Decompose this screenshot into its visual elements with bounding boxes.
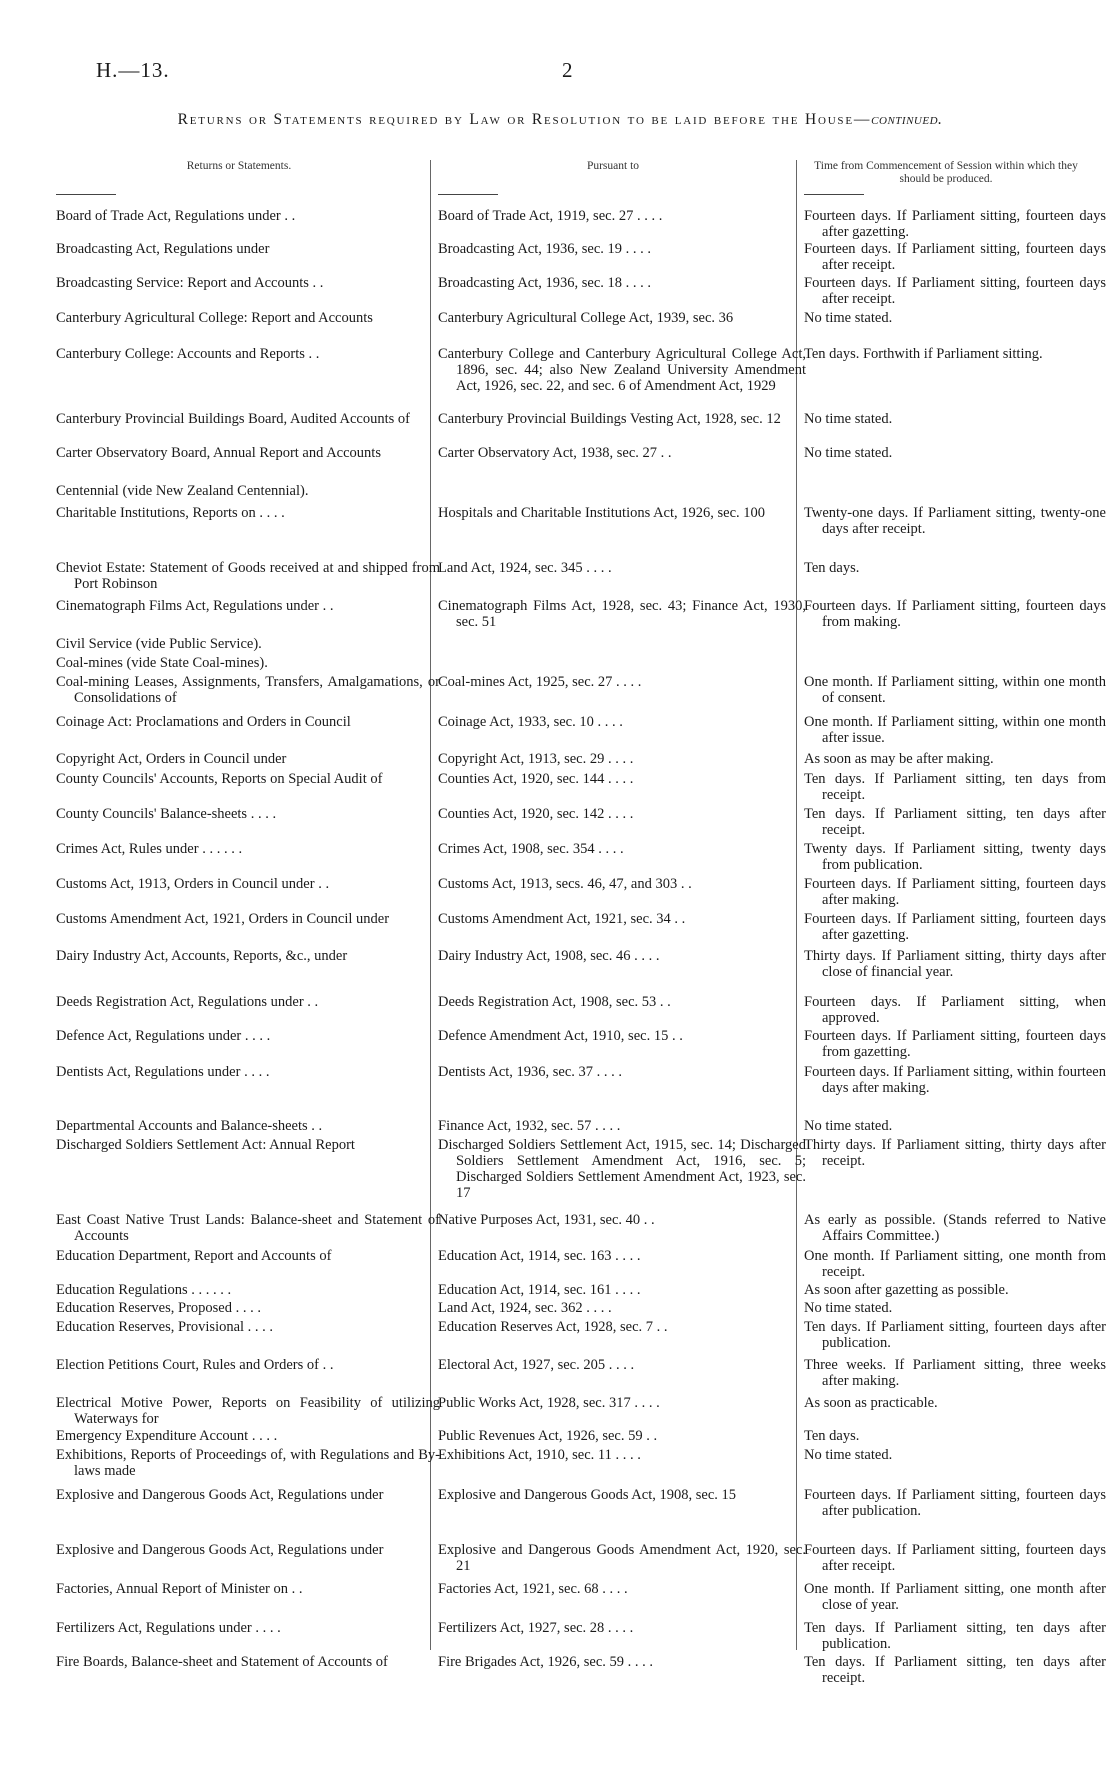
returns-cell: Copyright Act, Orders in Council under: [56, 751, 287, 767]
time-cell: Thirty days. If Parliament sitting, thirty days after receipt.: [804, 1137, 1106, 1169]
pursuant-cell: Coal-mines Act, 1925, sec. 27 . . . .: [438, 674, 642, 690]
time-cell: No time stated.: [804, 310, 893, 326]
pursuant-cell: Dentists Act, 1936, sec. 37 . . . .: [438, 1064, 623, 1080]
pursuant-cell: Discharged Soldiers Settlement Act, 1915, sec. 14; Discharged Soldiers Settlement Amendment Act, 1916, sec. 5; Discharged Soldiers Settlement Amendment Act, 1923, sec. 17: [438, 1137, 806, 1201]
returns-cell: Canterbury College: Accounts and Reports . .: [56, 346, 320, 362]
pursuant-cell: Explosive and Dangerous Goods Act, 1908, sec. 15: [438, 1487, 737, 1503]
time-cell: Fourteen days. If Parliament sitting, fourteen days after gazetting.: [804, 911, 1106, 943]
returns-cell: Broadcasting Service: Report and Accounts . .: [56, 275, 324, 291]
pursuant-cell: Board of Trade Act, 1919, sec. 27 . . . .: [438, 208, 663, 224]
pursuant-cell: Defence Amendment Act, 1910, sec. 15 . .: [438, 1028, 683, 1044]
returns-cell: Customs Amendment Act, 1921, Orders in Council under: [56, 911, 390, 927]
pursuant-cell: Electoral Act, 1927, sec. 205 . . . .: [438, 1357, 635, 1373]
returns-cell: Fire Boards, Balance-sheet and Statement of Accounts of: [56, 1654, 388, 1670]
returns-cell: Electrical Motive Power, Reports on Feasibility of utilizing Waterways for: [56, 1395, 440, 1427]
title-main: Returns or Statements required by Law or Resolution to be laid before the House—: [177, 111, 872, 128]
returns-cell: Emergency Expenditure Account . . . .: [56, 1428, 278, 1444]
time-cell: Fourteen days. If Parliament sitting, fourteen days from making.: [804, 598, 1106, 630]
time-cell: Ten days. If Parliament sitting, fourteen days after publication.: [804, 1319, 1106, 1351]
time-cell: One month. If Parliament sitting, one month after close of year.: [804, 1581, 1106, 1613]
returns-cell: Deeds Registration Act, Regulations under . .: [56, 994, 319, 1010]
returns-cell: Canterbury Agricultural College: Report and Accounts: [56, 310, 373, 326]
time-cell: Fourteen days. If Parliament sitting, fourteen days from gazetting.: [804, 1028, 1106, 1060]
pursuant-cell: Counties Act, 1920, sec. 142 . . . .: [438, 806, 634, 822]
time-cell: Ten days. If Parliament sitting, ten days after publication.: [804, 1620, 1106, 1652]
pursuant-cell: Coinage Act, 1933, sec. 10 . . . .: [438, 714, 623, 730]
pursuant-cell: Exhibitions Act, 1910, sec. 11 . . . .: [438, 1447, 641, 1463]
time-cell: Thirty days. If Parliament sitting, thirty days after close of financial year.: [804, 948, 1106, 980]
pursuant-cell: Public Works Act, 1928, sec. 317 . . . .: [438, 1395, 660, 1411]
time-cell: Fourteen days. If Parliament sitting, fourteen days after gazetting.: [804, 208, 1106, 240]
returns-cell: County Councils' Balance-sheets . . . .: [56, 806, 277, 822]
pursuant-cell: Education Reserves Act, 1928, sec. 7 . .: [438, 1319, 668, 1335]
column-header-returns: Returns or Statements.: [186, 160, 292, 172]
returns-cell: Departmental Accounts and Balance-sheets . .: [56, 1118, 323, 1134]
returns-cell: Canterbury Provincial Buildings Board, Audited Accounts of: [56, 411, 410, 427]
pursuant-cell: Hospitals and Charitable Institutions Act, 1926, sec. 100: [438, 505, 766, 521]
header-rule: [804, 194, 864, 195]
time-cell: One month. If Parliament sitting, one month from receipt.: [804, 1248, 1106, 1280]
returns-cell: Education Reserves, Proposed . . . .: [56, 1300, 261, 1316]
pursuant-cell: Canterbury Provincial Buildings Vesting Act, 1928, sec. 12: [438, 411, 781, 427]
time-cell: Fourteen days. If Parliament sitting, within fourteen days after making.: [804, 1064, 1106, 1096]
returns-cell: Exhibitions, Reports of Proceedings of, with Regulations and By-laws made: [56, 1447, 440, 1479]
pursuant-cell: Copyright Act, 1913, sec. 29 . . . .: [438, 751, 634, 767]
time-cell: Ten days.: [804, 560, 860, 576]
time-cell: Ten days. If Parliament sitting, ten days after receipt.: [804, 1654, 1106, 1686]
time-cell: Fourteen days. If Parliament sitting, fourteen days after receipt.: [804, 241, 1106, 273]
time-cell: Fourteen days. If Parliament sitting, fourteen days after making.: [804, 876, 1106, 908]
returns-cell: Defence Act, Regulations under . . . .: [56, 1028, 271, 1044]
time-cell: As soon after gazetting as possible.: [804, 1282, 1009, 1298]
page-number: 2: [562, 58, 573, 82]
pursuant-cell: Native Purposes Act, 1931, sec. 40 . .: [438, 1212, 655, 1228]
returns-cell: Education Regulations . . . . . .: [56, 1282, 232, 1298]
returns-cell: Cheviot Estate: Statement of Goods received at and shipped from Port Robinson: [56, 560, 440, 592]
pursuant-cell: Broadcasting Act, 1936, sec. 18 . . . .: [438, 275, 652, 291]
time-cell: Three weeks. If Parliament sitting, three weeks after making.: [804, 1357, 1106, 1389]
title-continued: continued.: [871, 111, 943, 128]
header-rule: [438, 194, 498, 195]
time-cell: As soon as may be after making.: [804, 751, 994, 767]
pursuant-cell: Customs Amendment Act, 1921, sec. 34 . .: [438, 911, 686, 927]
time-cell: Twenty days. If Parliament sitting, twenty days from publication.: [804, 841, 1106, 873]
time-cell: Fourteen days. If Parliament sitting, when approved.: [804, 994, 1106, 1026]
time-cell: Ten days. If Parliament sitting, ten days from receipt.: [804, 771, 1106, 803]
pursuant-cell: Explosive and Dangerous Goods Amendment Act, 1920, sec. 21: [438, 1542, 806, 1574]
pursuant-cell: Education Act, 1914, sec. 161 . . . .: [438, 1282, 641, 1298]
pursuant-cell: Finance Act, 1932, sec. 57 . . . .: [438, 1118, 621, 1134]
pursuant-cell: Customs Act, 1913, secs. 46, 47, and 303 . .: [438, 876, 692, 892]
returns-cell: Explosive and Dangerous Goods Act, Regulations under: [56, 1542, 384, 1558]
returns-cell: Cinematograph Films Act, Regulations under . .: [56, 598, 334, 614]
pursuant-cell: Fire Brigades Act, 1926, sec. 59 . . . .: [438, 1654, 654, 1670]
time-cell: One month. If Parliament sitting, within one month after issue.: [804, 714, 1106, 746]
returns-cell: Crimes Act, Rules under . . . . . .: [56, 841, 243, 857]
returns-cell: Coal-mines (vide State Coal-mines).: [56, 655, 268, 671]
returns-cell: Civil Service (vide Public Service).: [56, 636, 262, 652]
returns-cell: Carter Observatory Board, Annual Report and Accounts: [56, 445, 381, 461]
returns-cell: Dairy Industry Act, Accounts, Reports, &c., under: [56, 948, 348, 964]
column-header-time: Time from Commencement of Session within which they should be produced.: [814, 160, 1078, 185]
pursuant-cell: Carter Observatory Act, 1938, sec. 27 . .: [438, 445, 672, 461]
returns-cell: Broadcasting Act, Regulations under: [56, 241, 270, 257]
returns-cell: Dentists Act, Regulations under . . . .: [56, 1064, 270, 1080]
page-title: [40, 112, 1080, 128]
pursuant-cell: Education Act, 1914, sec. 163 . . . .: [438, 1248, 641, 1264]
time-cell: As early as possible. (Stands referred to Native Affairs Committee.): [804, 1212, 1106, 1244]
pursuant-cell: Cinematograph Films Act, 1928, sec. 43; Finance Act, 1930, sec. 51: [438, 598, 806, 630]
pursuant-cell: Counties Act, 1920, sec. 144 . . . .: [438, 771, 634, 787]
time-cell: No time stated.: [804, 445, 893, 461]
returns-cell: Centennial (vide New Zealand Centennial).: [56, 483, 309, 499]
pursuant-cell: Dairy Industry Act, 1908, sec. 46 . . . .: [438, 948, 660, 964]
document-reference: H.—13.: [96, 58, 170, 82]
pursuant-cell: Factories Act, 1921, sec. 68 . . . .: [438, 1581, 628, 1597]
returns-cell: Education Department, Report and Accounts of: [56, 1248, 332, 1264]
time-cell: Twenty-one days. If Parliament sitting, twenty-one days after receipt.: [804, 505, 1106, 537]
pursuant-cell: Canterbury College and Canterbury Agricultural College Act, 1896, sec. 44; also New Zealand University Amendment Act, 1926, sec. 22, and sec. 6 of Amendment Act, 1929: [438, 346, 806, 394]
returns-cell: Customs Act, 1913, Orders in Council under . .: [56, 876, 330, 892]
pursuant-cell: Canterbury Agricultural College Act, 1939, sec. 36: [438, 310, 734, 326]
returns-cell: Education Reserves, Provisional . . . .: [56, 1319, 274, 1335]
returns-cell: Coal-mining Leases, Assignments, Transfers, Amalgamations, or Consolidations of: [56, 674, 440, 706]
header-rule: [56, 194, 116, 195]
pursuant-cell: Fertilizers Act, 1927, sec. 28 . . . .: [438, 1620, 634, 1636]
returns-cell: Coinage Act: Proclamations and Orders in Council: [56, 714, 351, 730]
time-cell: Fourteen days. If Parliament sitting, fourteen days after receipt.: [804, 1542, 1106, 1574]
pursuant-cell: Deeds Registration Act, 1908, sec. 53 . .: [438, 994, 671, 1010]
time-cell: One month. If Parliament sitting, within one month of consent.: [804, 674, 1106, 706]
time-cell: No time stated.: [804, 1300, 893, 1316]
pursuant-cell: Land Act, 1924, sec. 362 . . . .: [438, 1300, 612, 1316]
pursuant-cell: Crimes Act, 1908, sec. 354 . . . .: [438, 841, 624, 857]
time-cell: No time stated.: [804, 411, 893, 427]
time-cell: Fourteen days. If Parliament sitting, fourteen days after receipt.: [804, 275, 1106, 307]
time-cell: Fourteen days. If Parliament sitting, fourteen days after publication.: [804, 1487, 1106, 1519]
returns-cell: Board of Trade Act, Regulations under . .: [56, 208, 296, 224]
time-cell: As soon as practicable.: [804, 1395, 938, 1411]
column-header-pursuant: Pursuant to: [586, 160, 640, 172]
pursuant-cell: Land Act, 1924, sec. 345 . . . .: [438, 560, 612, 576]
returns-cell: Factories, Annual Report of Minister on . .: [56, 1581, 303, 1597]
returns-cell: Election Petitions Court, Rules and Orders of . .: [56, 1357, 334, 1373]
time-cell: Ten days.: [804, 1428, 860, 1444]
returns-cell: County Councils' Accounts, Reports on Special Audit of: [56, 771, 383, 787]
pursuant-cell: Public Revenues Act, 1926, sec. 59 . .: [438, 1428, 658, 1444]
time-cell: No time stated.: [804, 1447, 893, 1463]
returns-cell: Explosive and Dangerous Goods Act, Regulations under: [56, 1487, 384, 1503]
returns-cell: Charitable Institutions, Reports on . . . .: [56, 505, 285, 521]
returns-cell: Discharged Soldiers Settlement Act: Annual Report: [56, 1137, 355, 1153]
time-cell: Ten days. If Parliament sitting, ten days after receipt.: [804, 806, 1106, 838]
time-cell: No time stated.: [804, 1118, 893, 1134]
pursuant-cell: Broadcasting Act, 1936, sec. 19 . . . .: [438, 241, 652, 257]
returns-cell: Fertilizers Act, Regulations under . . . .: [56, 1620, 281, 1636]
returns-cell: East Coast Native Trust Lands: Balance-sheet and Statement of Accounts: [56, 1212, 440, 1244]
time-cell: Ten days. Forthwith if Parliament sitting.: [804, 346, 1043, 362]
